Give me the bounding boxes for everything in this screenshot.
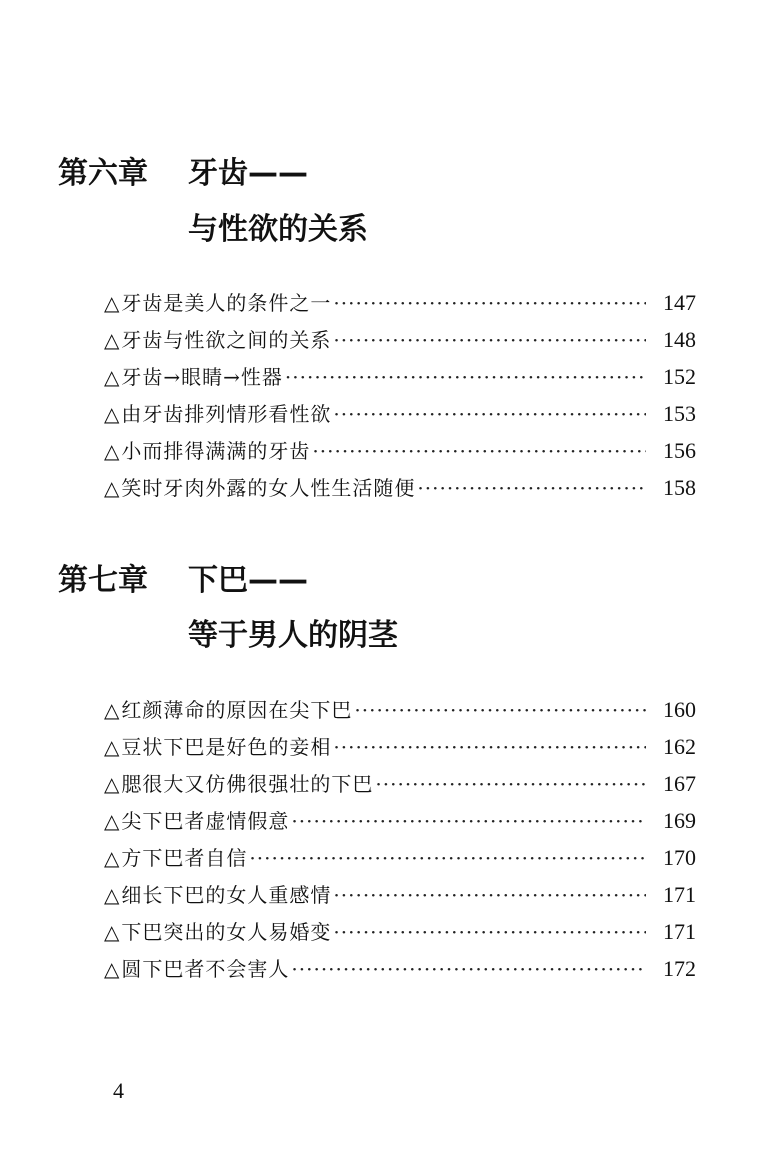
triangle-icon: △ — [104, 883, 120, 907]
toc-entry[interactable] — [104, 728, 696, 765]
chapter-7-title-line2: 等于男人的阴茎 — [188, 618, 398, 653]
toc-entry-page: 171 — [663, 919, 696, 944]
toc-entry-title: 小而排得满满的牙齿 — [121, 439, 311, 463]
toc-entry-title: 红颜薄命的原因在尖下巴 — [121, 698, 353, 722]
toc-entry[interactable] — [104, 284, 696, 321]
chapter-6-heading — [58, 156, 308, 192]
toc-entry-page: 156 — [663, 438, 696, 463]
toc-entry-title: 方下巴者自信 — [121, 846, 248, 870]
dot-leader — [333, 322, 646, 359]
triangle-icon: △ — [104, 957, 120, 981]
toc-entry[interactable] — [104, 432, 696, 469]
dot-leader — [333, 396, 646, 433]
toc-entry-title: 细长下巴的女人重感情 — [121, 883, 332, 907]
triangle-icon: △ — [104, 439, 120, 463]
toc-entry-title: 下巴突出的女人易婚变 — [121, 920, 332, 944]
triangle-icon: △ — [104, 698, 120, 722]
toc-entry-title: 牙齿与性欲之间的关系 — [121, 328, 332, 352]
dot-leader — [417, 470, 646, 507]
dot-leader — [291, 951, 646, 988]
toc-entry-title: 尖下巴者虚情假意 — [121, 809, 290, 833]
triangle-icon: △ — [104, 402, 120, 426]
toc-entry[interactable] — [104, 839, 696, 876]
dot-leader — [375, 766, 646, 803]
toc-entry[interactable] — [104, 321, 696, 358]
chapter-6-title-line1: 牙齿—— — [188, 156, 308, 191]
toc-entry[interactable] — [104, 358, 696, 395]
chapter-6-number: 第六章 — [58, 156, 148, 191]
toc-entry-title: 腮很大又仿佛很强壮的下巴 — [121, 772, 374, 796]
triangle-icon: △ — [104, 328, 120, 352]
toc-entry-page: 162 — [663, 734, 696, 759]
triangle-icon: △ — [104, 809, 120, 833]
toc-entry[interactable] — [104, 469, 696, 506]
chapter-7-title-line1: 下巴—— — [188, 563, 308, 598]
dot-leader — [333, 914, 646, 951]
toc-entry-title: 笑时牙肉外露的女人性生活随便 — [121, 476, 416, 500]
toc-entry-page: 148 — [663, 327, 696, 352]
chapter-7-toc — [104, 691, 696, 987]
toc-entry-page: 160 — [663, 697, 696, 722]
toc-entry-page: 153 — [663, 401, 696, 426]
dot-leader — [312, 433, 646, 470]
toc-entry-title: 牙齿是美人的条件之一 — [121, 291, 332, 315]
toc-entry-title: 由牙齿排列情形看性欲 — [121, 402, 332, 426]
toc-entry-page: 172 — [663, 956, 696, 981]
toc-entry-page: 147 — [663, 290, 696, 315]
toc-entry-title: 豆状下巴是好色的妾相 — [121, 735, 332, 759]
chapter-6-title-line2: 与性欲的关系 — [188, 212, 368, 247]
toc-entry[interactable] — [104, 691, 696, 728]
toc-entry-page: 167 — [663, 771, 696, 796]
triangle-icon: △ — [104, 476, 120, 500]
chapter-7-heading — [58, 563, 308, 599]
toc-entry[interactable] — [104, 802, 696, 839]
toc-entry-title: 圆下巴者不会害人 — [121, 957, 290, 981]
dot-leader — [291, 803, 646, 840]
page-number: 4 — [113, 1078, 124, 1103]
dot-leader — [333, 729, 646, 766]
dot-leader — [249, 840, 646, 877]
toc-entry[interactable] — [104, 395, 696, 432]
toc-entry-title: 牙齿→眼睛→性器 — [121, 365, 283, 389]
dot-leader — [354, 692, 646, 729]
toc-entry[interactable] — [104, 765, 696, 802]
toc-entry[interactable] — [104, 876, 696, 913]
chapter-6-toc — [104, 284, 696, 506]
toc-entry-page: 152 — [663, 364, 696, 389]
dot-leader — [285, 359, 646, 396]
triangle-icon: △ — [104, 920, 120, 944]
dot-leader — [333, 877, 646, 914]
chapter-7-number: 第七章 — [58, 563, 148, 598]
triangle-icon: △ — [104, 735, 120, 759]
toc-entry-page: 169 — [663, 808, 696, 833]
toc-entry-page: 170 — [663, 845, 696, 870]
triangle-icon: △ — [104, 772, 120, 796]
toc-entry[interactable] — [104, 950, 696, 987]
triangle-icon: △ — [104, 291, 120, 315]
triangle-icon: △ — [104, 365, 120, 389]
toc-entry[interactable] — [104, 913, 696, 950]
triangle-icon: △ — [104, 846, 120, 870]
toc-entry-page: 171 — [663, 882, 696, 907]
toc-entry-page: 158 — [663, 475, 696, 500]
dot-leader — [333, 285, 646, 322]
